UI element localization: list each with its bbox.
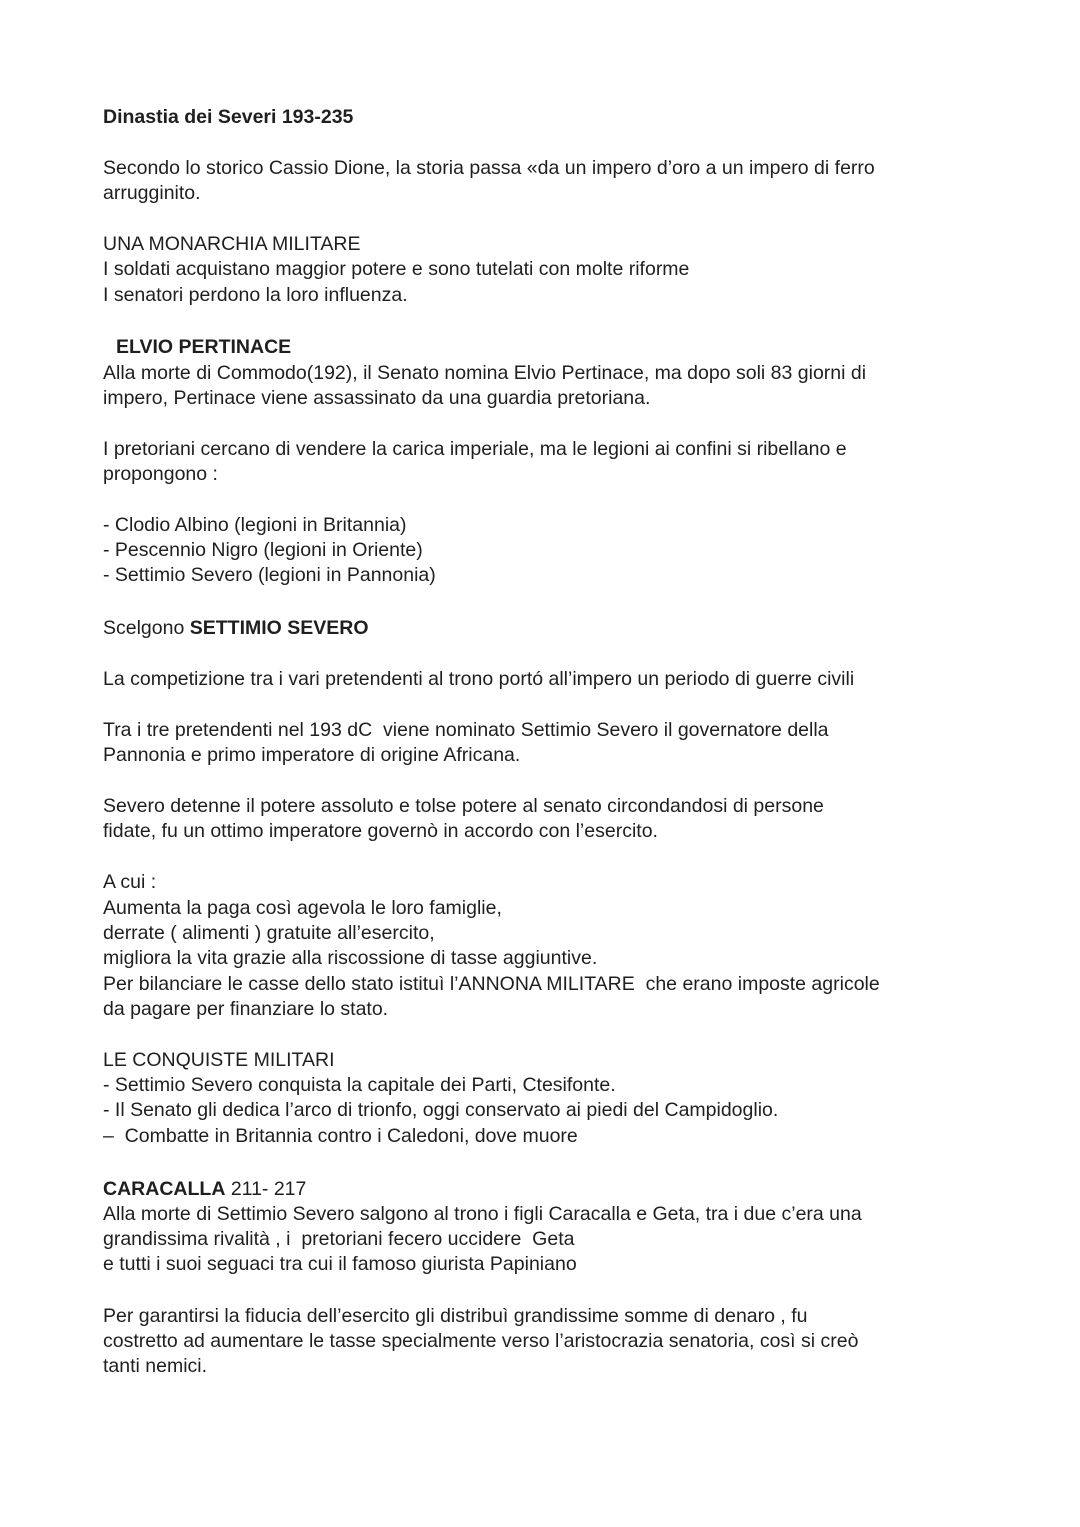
acui-line: migliora la vita grazie alla riscossione di tasse aggiuntive. [103, 947, 598, 969]
fiducia-line-3: tanti nemici. [103, 1355, 208, 1377]
caracalla-line-1: Alla morte di Settimio Severo salgono al trono i figli Caracalla e Geta, tra i due c’era una [103, 1203, 862, 1225]
scelta-name: SETTIMIO SEVERO [189, 617, 369, 639]
pertinace-line-1: Alla morte di Commodo(192), il Senato nomina Elvio Pertinace, ma dopo soli 83 giorni di [103, 362, 867, 384]
caracalla-name: CARACALLA [103, 1178, 226, 1200]
candidato-item: - Clodio Albino (legioni in Britannia) [103, 514, 407, 536]
conquiste-heading: LE CONQUISTE MILITARI [103, 1049, 335, 1071]
pretoriani-line-1: I pretoriani cercano di vendere la carica imperiale, ma le legioni ai confini si ribellano e [103, 438, 847, 460]
caracalla-years: 211- 217 [225, 1178, 307, 1200]
document-title: Dinastia dei Severi 193-235 [103, 106, 354, 128]
intro-line-1: Secondo lo storico Cassio Dione, la storia passa «da un impero d’oro a un impero di ferro [103, 157, 875, 179]
caracalla-line-2: grandissima rivalità , i pretoriani fecero uccidere Geta [103, 1228, 575, 1250]
pertinace-line-2: impero, Pertinace viene assassinato da una guardia pretoriana. [103, 387, 651, 409]
potere-line-1: Severo detenne il potere assoluto e tolse potere al senato circondandosi di persone [103, 795, 824, 817]
acui-line: Aumenta la paga così agevola le loro famiglie, [103, 897, 502, 919]
nomina-line-1: Tra i tre pretendenti nel 193 dC viene nominato Settimio Severo il governatore della [103, 719, 829, 741]
potere-line-2: fidate, fu un ottimo imperatore governò in accordo con l’esercito. [103, 820, 658, 842]
pertinace-heading: ELVIO PERTINACE [116, 336, 292, 358]
conquiste-item: - Il Senato gli dedica l’arco di trionfo, oggi conservato ai piedi del Campidoglio. [103, 1099, 779, 1121]
monarchia-line-2: I senatori perdono la loro influenza. [103, 284, 408, 306]
nomina-line-2: Pannonia e primo imperatore di origine Africana. [103, 744, 521, 766]
acui-line: A cui : [103, 871, 157, 893]
fiducia-line-1: Per garantirsi la fiducia dell’esercito gli distribuì grandissime somme di denaro , fu [103, 1305, 808, 1327]
scelta-prefix: Scelgono [103, 617, 190, 639]
monarchia-line-1: I soldati acquistano maggior potere e sono tutelati con molte riforme [103, 258, 690, 280]
caracalla-line-3: e tutti i suoi seguaci tra cui il famoso giurista Papiniano [103, 1253, 577, 1275]
conquiste-item: – Combatte in Britannia contro i Caledoni, dove muore [103, 1125, 578, 1147]
conquiste-item: - Settimio Severo conquista la capitale dei Parti, Ctesifonte. [103, 1074, 616, 1096]
candidato-item: - Settimio Severo (legioni in Pannonia) [103, 564, 436, 586]
fiducia-line-2: costretto ad aumentare le tasse specialmente verso l’aristocrazia senatoria, così si creò [103, 1330, 859, 1352]
acui-line: derrate ( alimenti ) gratuite all’esercito, [103, 922, 435, 944]
scelta-line [103, 616, 369, 641]
acui-line: da pagare per finanziare lo stato. [103, 998, 389, 1020]
competizione-line: La competizione tra i vari pretendenti al trono portó all’impero un periodo di guerre civili [103, 668, 855, 690]
intro-line-2: arrugginito. [103, 182, 201, 204]
acui-line: Per bilanciare le casse dello stato istituì l’ANNONA MILITARE che erano imposte agricole [103, 973, 880, 995]
candidato-item: - Pescennio Nigro (legioni in Oriente) [103, 539, 423, 561]
monarchia-heading: UNA MONARCHIA MILITARE [103, 233, 361, 255]
pretoriani-line-2: propongono : [103, 463, 218, 485]
caracalla-heading [103, 1177, 306, 1202]
